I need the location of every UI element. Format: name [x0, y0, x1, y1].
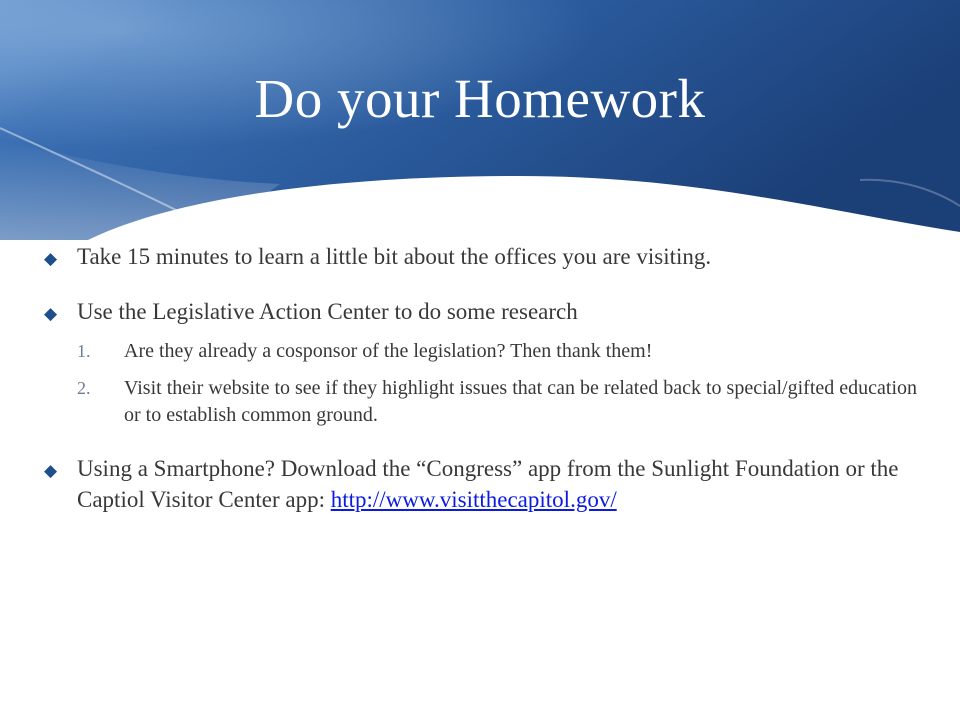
numbered-sublist	[77, 338, 924, 429]
sublist-number: 2.	[77, 378, 91, 398]
sublist-item	[77, 375, 924, 429]
diamond-bullet-icon: ◆	[44, 304, 58, 324]
visitor-center-link[interactable]: http://www.visitthecapitol.gov/	[330, 487, 617, 512]
sublist-text: Visit their website to see if they highlight issues that can be related back to special/gifted education or to establish common ground.	[124, 377, 918, 426]
slide-title: Do your Homework	[254, 68, 706, 129]
diamond-bullet-icon: ◆	[44, 461, 58, 481]
bullet-list	[44, 241, 924, 515]
sublist-item	[77, 338, 924, 365]
bullet-item	[44, 296, 924, 429]
bullet-text: Take 15 minutes to learn a little bit about the offices you are visiting.	[77, 244, 712, 269]
bullet-item	[44, 241, 924, 272]
diamond-bullet-icon: ◆	[44, 249, 58, 269]
sublist-text: Are they already a cosponsor of the legislation? Then thank them!	[124, 340, 653, 362]
bullet-text: Using a Smartphone? Download the “Congress” app from the Sunlight Foundation or the Captiol Visitor Center app:	[77, 456, 899, 512]
sublist-number: 1.	[77, 341, 91, 361]
bullet-item	[44, 453, 924, 515]
bullet-text: Use the Legislative Action Center to do some research	[77, 299, 578, 324]
